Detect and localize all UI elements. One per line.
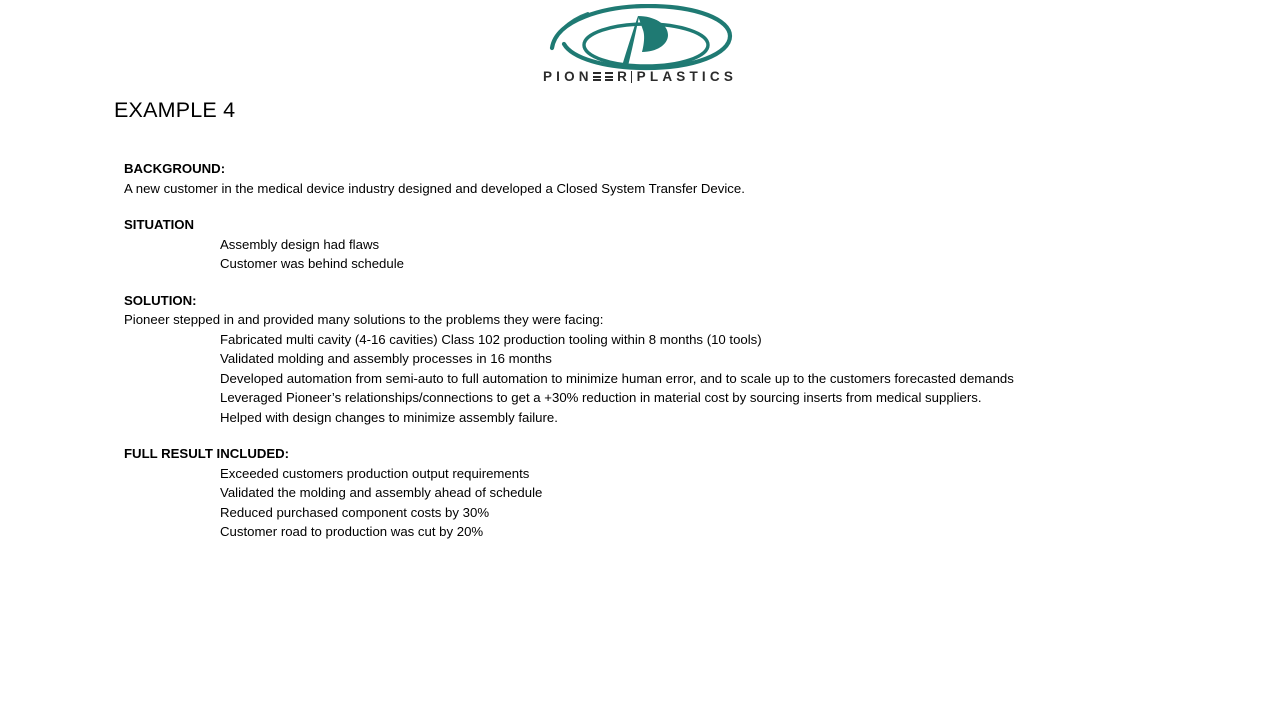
section-heading-solution: SOLUTION: — [124, 292, 197, 308]
section-background — [124, 159, 1184, 198]
solution-lead-text: Pioneer stepped in and provided many solutions to the problems they were facing: — [124, 312, 604, 327]
list-item: Assembly design had flaws — [220, 236, 380, 252]
logo-wordmark — [543, 70, 737, 84]
list-item: Fabricated multi cavity (4-16 cavities) Class 102 production tooling within 8 months (10 tools) — [220, 331, 762, 347]
pioneer-plastics-swoosh-p-icon — [542, 4, 738, 72]
solution-list — [124, 330, 1184, 428]
section-heading-background: BACKGROUND: — [124, 161, 226, 176]
section-solution — [124, 291, 1184, 428]
wordmark-plastics: PLASTICS — [636, 69, 738, 84]
list-item: Validated the molding and assembly ahead of schedule — [220, 485, 543, 500]
background-lead-text: A new customer in the medical device industry designed and developed a Closed System Transfer Device. — [124, 180, 745, 196]
wordmark-double-e-bars — [593, 72, 601, 81]
wordmark-double-e-bars-2 — [605, 72, 613, 81]
section-situation — [124, 215, 1184, 274]
results-list — [124, 464, 1184, 542]
slide-body — [124, 159, 1184, 542]
list-item: Leveraged Pioneer’s relationships/connections to get a +30% reduction in material cost by sourcing inserts from medical suppliers. — [220, 390, 982, 405]
list-item: Helped with design changes to minimize assembly failure. — [220, 409, 558, 425]
list-item: Customer was behind schedule — [220, 256, 404, 271]
list-item: Exceeded customers production output requirements — [220, 465, 530, 481]
section-results — [124, 444, 1184, 542]
wordmark-pion: PION — [542, 69, 593, 84]
section-heading-results: FULL RESULT INCLUDED: — [124, 446, 290, 461]
list-item: Developed automation from semi-auto to full automation to minimize human error, and to scale up to the customers forecasted demands — [220, 370, 1014, 386]
situation-list — [124, 235, 1184, 274]
list-item: Customer road to production was cut by 20% — [220, 524, 484, 539]
page-title: EXAMPLE 4 — [114, 98, 236, 122]
wordmark-r: R — [617, 69, 632, 84]
list-item: Reduced purchased component costs by 30% — [220, 504, 490, 520]
section-heading-situation: SITUATION — [124, 217, 195, 232]
company-logo — [0, 4, 1280, 84]
list-item: Validated molding and assembly processes in 16 months — [220, 351, 552, 366]
wordmark-divider-icon — [631, 71, 632, 83]
